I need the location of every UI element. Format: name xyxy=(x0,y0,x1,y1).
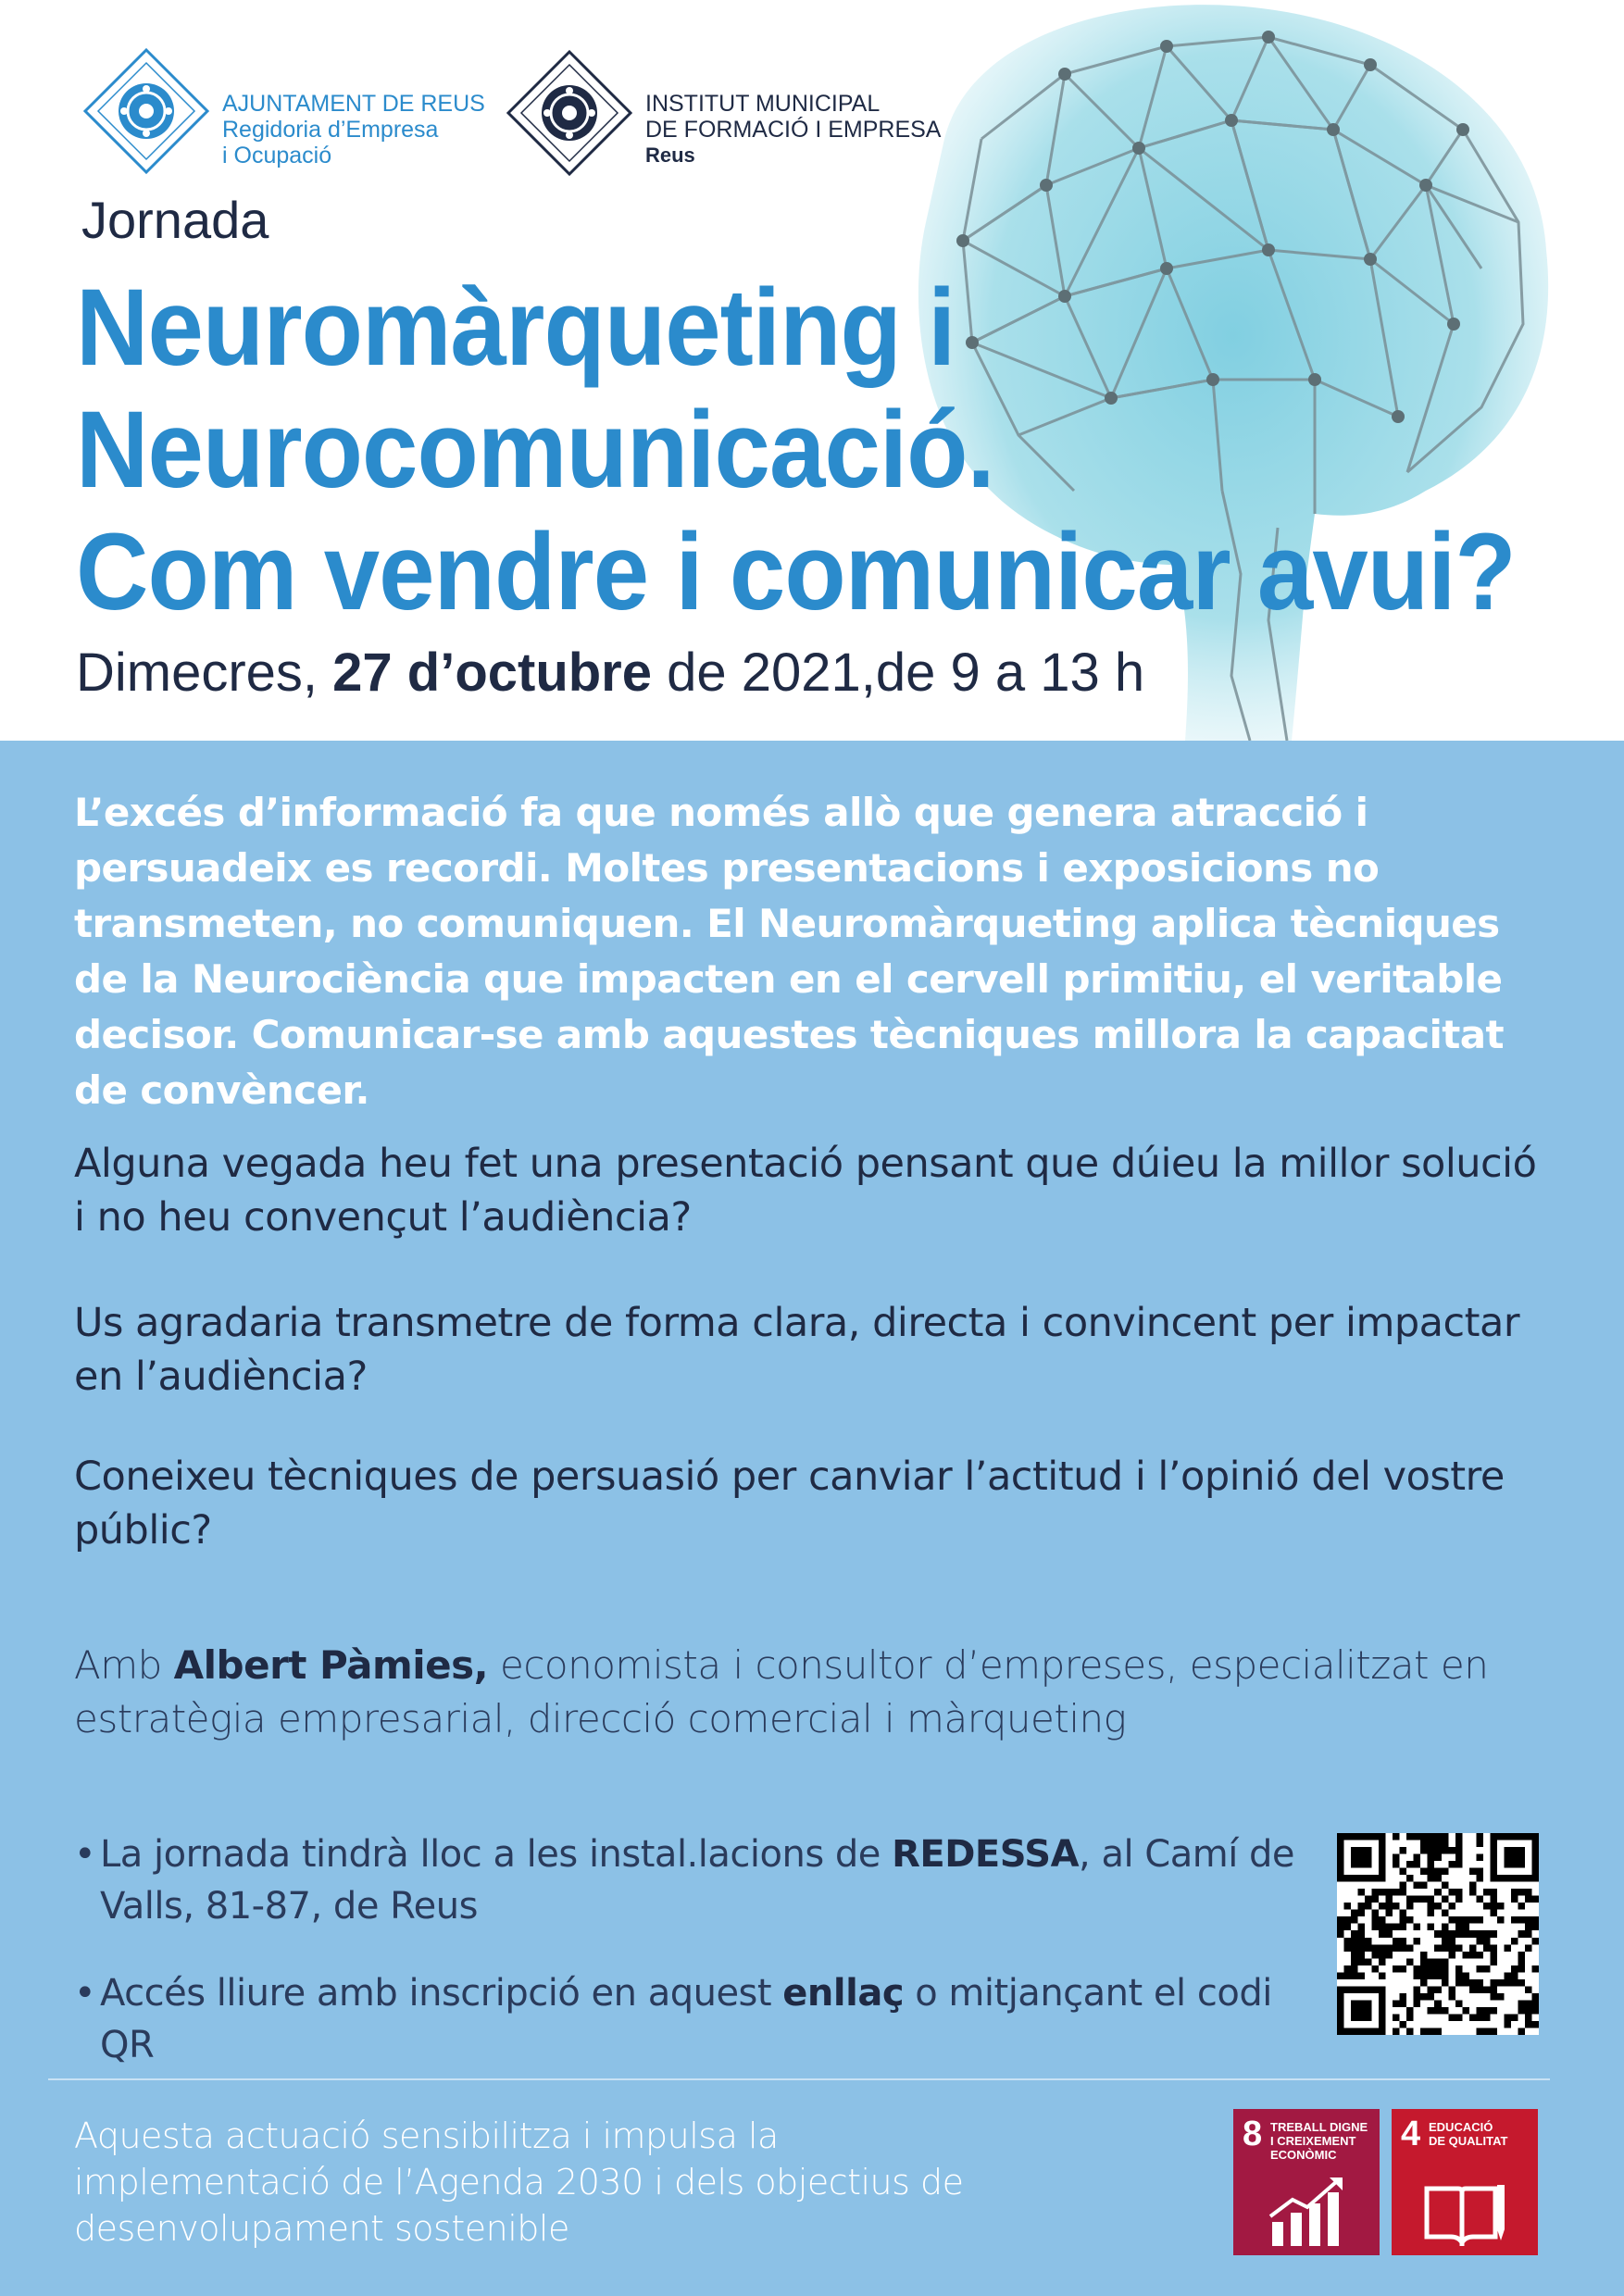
speaker-name: Albert Pàmies, xyxy=(173,1642,489,1688)
reus-rose-emblem-dark-icon xyxy=(505,48,634,178)
logo2-line1: INSTITUT MUNICIPAL xyxy=(645,91,881,117)
agenda-2030-note: Aquesta actuació sensibilitza i impulsa la implementació de l’Agenda 2030 i dels objectius de desenvolupament sostenible xyxy=(74,2115,964,2249)
question-2: Us agradaria transmetre de forma clara, directa i convincent per impactar en l’audiència? xyxy=(74,1300,1520,1400)
logo1-line2: Regidoria d’Empresa xyxy=(222,117,439,143)
details-list xyxy=(74,1828,1315,2106)
question-1: Alguna vegada heu fet una presentació pensant que dúieu la millor solució i no heu convençut l’audiència? xyxy=(74,1141,1537,1241)
venue-name: REDESSA xyxy=(892,1833,1080,1876)
speaker-prefix: Amb xyxy=(74,1642,174,1688)
header xyxy=(0,0,1624,741)
date-prefix: Dimecres, xyxy=(76,643,333,703)
growth-chart-icon xyxy=(1265,2176,1348,2246)
title-line-1: Neuromàrqueting i xyxy=(76,267,956,389)
logo1-line1: AJUNTAMENT DE REUS xyxy=(222,91,485,117)
ajuntament-text xyxy=(222,91,485,168)
registration-prefix: Accés lliure amb inscripció en aquest xyxy=(100,1972,783,2015)
ajuntament-reus-logo xyxy=(81,46,485,176)
sdg-4-label-line2: DE QUALITAT xyxy=(1429,2134,1508,2148)
venue-prefix: La jornada tindrà lloc a les instal.lacions de xyxy=(100,1833,893,1876)
speaker-info xyxy=(74,1639,1555,1746)
venue-address: , al Camí de Valls, 81-87, de Reus xyxy=(100,1833,1295,1928)
sdg-8-number: 8 xyxy=(1243,2115,1263,2153)
sdg-8-label xyxy=(1270,2120,1374,2162)
sdg-4-number: 4 xyxy=(1401,2115,1421,2153)
question-3: Coneixeu tècniques de persuasió per canviar l’actitud i l’opinió del vostre públic? xyxy=(74,1454,1505,1554)
registration-qr-code[interactable] xyxy=(1337,1833,1539,2035)
sdg-8-label-line2: I CREIXEMENT xyxy=(1270,2134,1356,2148)
registration-suffix: o mitjançant el codi QR xyxy=(100,1972,1272,2066)
event-date xyxy=(76,642,1144,704)
institut-municipal-logo xyxy=(505,48,941,178)
institut-text xyxy=(645,91,941,168)
sdg-8-label-line3: ECONÒMIC xyxy=(1270,2148,1337,2162)
sdg-8-label-line1: TREBALL DIGNE xyxy=(1270,2120,1368,2134)
event-title xyxy=(76,267,1516,633)
logo2-line3: Reus xyxy=(645,144,695,167)
info-panel xyxy=(0,741,1624,2296)
logo2-line2: DE FORMACIÓ I EMPRESA xyxy=(645,117,942,143)
book-pencil-icon xyxy=(1423,2176,1506,2246)
registration-link[interactable]: enllaç xyxy=(782,1972,905,2015)
sdg-4-label-line1: EDUCACIÓ xyxy=(1429,2120,1493,2134)
venue-item xyxy=(74,1828,1315,1932)
logo1-line3: i Ocupació xyxy=(222,143,332,168)
intro-paragraph: L’excés d’informació fa que només allò que genera atracció i persuadeix es recordi. Moltes presentacions i exposicions no transmeten, no comuniquen. El Neuromàrqueting aplica tècniques de la Neurociència que impacten en el cervell primitiu, el veritable decisor. Comunicar-se amb aquestes tècniques millora la capacitat de convèncer. xyxy=(74,790,1504,1113)
date-day: 27 d’octubre xyxy=(332,643,653,703)
event-type-label: Jornada xyxy=(81,191,269,249)
title-line-2: Neurocomunicació. xyxy=(76,389,994,511)
title-line-3: Com vendre i comunicar avui? xyxy=(76,511,1516,633)
registration-item xyxy=(74,1967,1315,2071)
sdg-4-label xyxy=(1429,2120,1532,2148)
sdg-4-badge xyxy=(1392,2109,1538,2255)
speaker-description: economista i consultor d’empreses, especialitzat en estratègia empresarial, direcció comercial i màrqueting xyxy=(74,1642,1489,1741)
sdg-8-badge xyxy=(1233,2109,1380,2255)
footer-divider xyxy=(48,2078,1550,2080)
date-suffix: de 2021,de 9 a 13 h xyxy=(652,643,1145,703)
reus-rose-emblem-icon xyxy=(81,46,211,176)
